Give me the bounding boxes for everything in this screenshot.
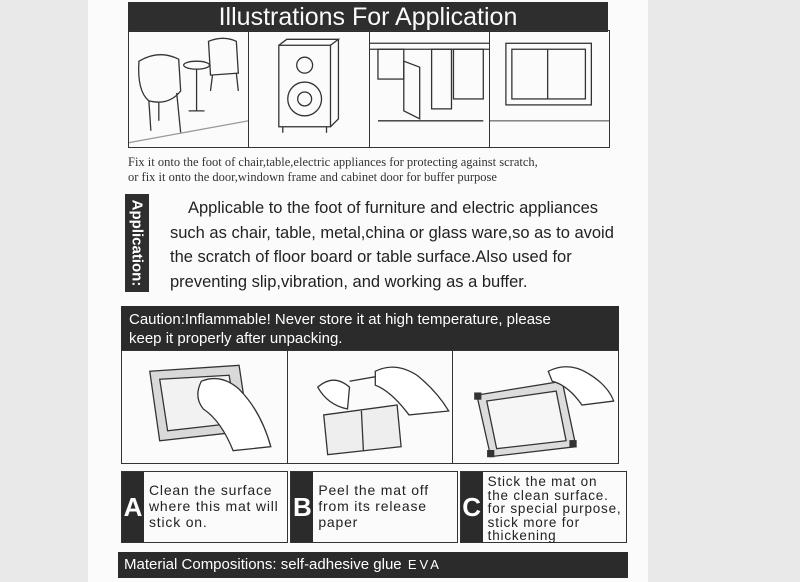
- step-b-letter: B: [291, 472, 313, 542]
- fix-note-line-2: or fix it onto the door,windown frame and cabinet door for buffer purpose: [128, 170, 497, 184]
- caution-line-2: keep it properly after unpacking.: [129, 330, 343, 347]
- step-c: [460, 471, 627, 543]
- step-b: [290, 471, 457, 543]
- step-list: [121, 471, 627, 543]
- fix-note: [128, 155, 618, 185]
- application-label: [125, 194, 149, 292]
- cabinet-door-icon: [370, 31, 490, 147]
- clean-surface-icon: [122, 351, 288, 463]
- window-frame-icon: [490, 31, 609, 147]
- application-text: [170, 196, 625, 294]
- fix-note-line-1: Fix it onto the foot of chair,table,electric appliances for protecting against scratch,: [128, 155, 538, 169]
- step-a: [121, 471, 288, 543]
- material-suffix: EVA: [407, 557, 442, 572]
- application-line-3: the scratch of floor board or table surface.Also used for: [170, 248, 572, 266]
- step-c-text: Stick the mat on the clean surface. for special purpose, stick more for thickening: [487, 474, 622, 543]
- caution-banner: [121, 306, 619, 350]
- application-line-2: such as chair, table, metal,china or glass ware,so as to avoid: [170, 223, 614, 242]
- application-line-1: Applicable to the foot of furniture and electric appliances: [188, 199, 599, 217]
- illustration-row: [128, 30, 610, 148]
- page-title: Illustrations For Application: [128, 2, 608, 32]
- peel-mat-icon: [288, 351, 454, 463]
- step-c-letter: C: [461, 472, 483, 542]
- stick-mat-icon: [453, 351, 618, 463]
- application-line-4: preventing slip,vibration, and working as a buffer.: [170, 272, 528, 291]
- caution-line-1: Caution:Inflammable! Never store it at high temperature, please: [129, 311, 551, 328]
- step-illustrations: [121, 350, 619, 464]
- material-banner: [118, 552, 628, 578]
- speaker-icon: [249, 31, 369, 147]
- application-label-text: Application:: [128, 199, 146, 287]
- step-a-letter: A: [122, 472, 144, 542]
- step-a-text: Clean the surface where this mat will stick on.: [149, 482, 279, 530]
- material-label: Material Compositions: self-adhesive glue: [124, 556, 402, 573]
- step-b-text: Peel the mat off from its release paper: [318, 482, 429, 530]
- chair-table-icon: [129, 31, 249, 147]
